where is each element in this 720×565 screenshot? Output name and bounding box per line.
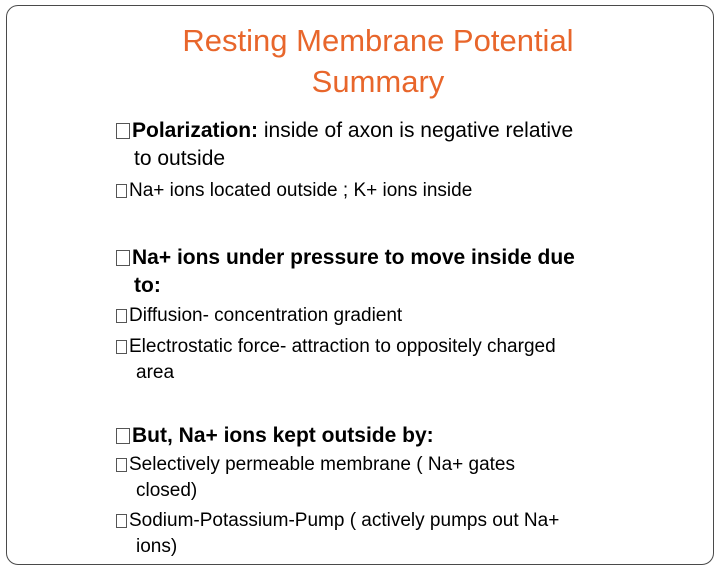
sub-bullet-text-continued: area [136, 362, 175, 383]
bullet-text: Na+ ions under pressure to move inside due [132, 246, 575, 269]
sub-bullet-text: Sodium-Potassium-Pump ( actively pumps out Na+ [129, 510, 560, 531]
sub-bullet-glyph-icon [116, 340, 127, 354]
sub-bullet-glyph-icon [116, 309, 127, 323]
bullet-glyph-icon [116, 250, 130, 266]
bullet-glyph-icon [116, 123, 130, 139]
bullet-text: inside of axon is negative relative [258, 119, 574, 142]
slide-title-line-1: Resting Membrane Potential [182, 23, 574, 58]
sub-bullet-text: Na+ ions located outside ; K+ ions inside [129, 180, 473, 201]
sub-bullet-ion-locations [116, 178, 696, 204]
sub-bullet-permeable-membrane [116, 452, 696, 504]
sub-bullet-glyph-icon [116, 514, 127, 528]
sub-bullet-text-continued: closed) [136, 480, 198, 501]
bullet-text: But, Na+ ions kept outside by: [132, 424, 434, 447]
slide-title [0, 20, 720, 102]
sub-bullet-glyph-icon [116, 184, 127, 198]
bullet-lead-text: Polarization: [132, 119, 259, 142]
bullet-polarization [116, 117, 676, 173]
sub-bullet-electrostatic [116, 334, 696, 386]
sub-bullet-sodium-potassium-pump [116, 508, 696, 560]
sub-bullet-text: Selectively permeable membrane ( Na+ gates [129, 454, 515, 475]
sub-bullet-glyph-icon [116, 458, 127, 472]
bullet-text-continued: to outside [134, 147, 226, 170]
bullet-na-pressure [116, 244, 676, 300]
bullet-text-continued: to: [134, 274, 161, 297]
bullet-glyph-icon [116, 428, 130, 444]
slide-title-line-2: Summary [311, 64, 445, 99]
sub-bullet-diffusion [116, 303, 696, 329]
sub-bullet-text: Diffusion- concentration gradient [129, 305, 403, 326]
sub-bullet-text-continued: ions) [136, 536, 178, 557]
sub-bullet-text: Electrostatic force- attraction to oppositely charged [129, 336, 556, 357]
bullet-na-kept-outside [116, 422, 676, 450]
